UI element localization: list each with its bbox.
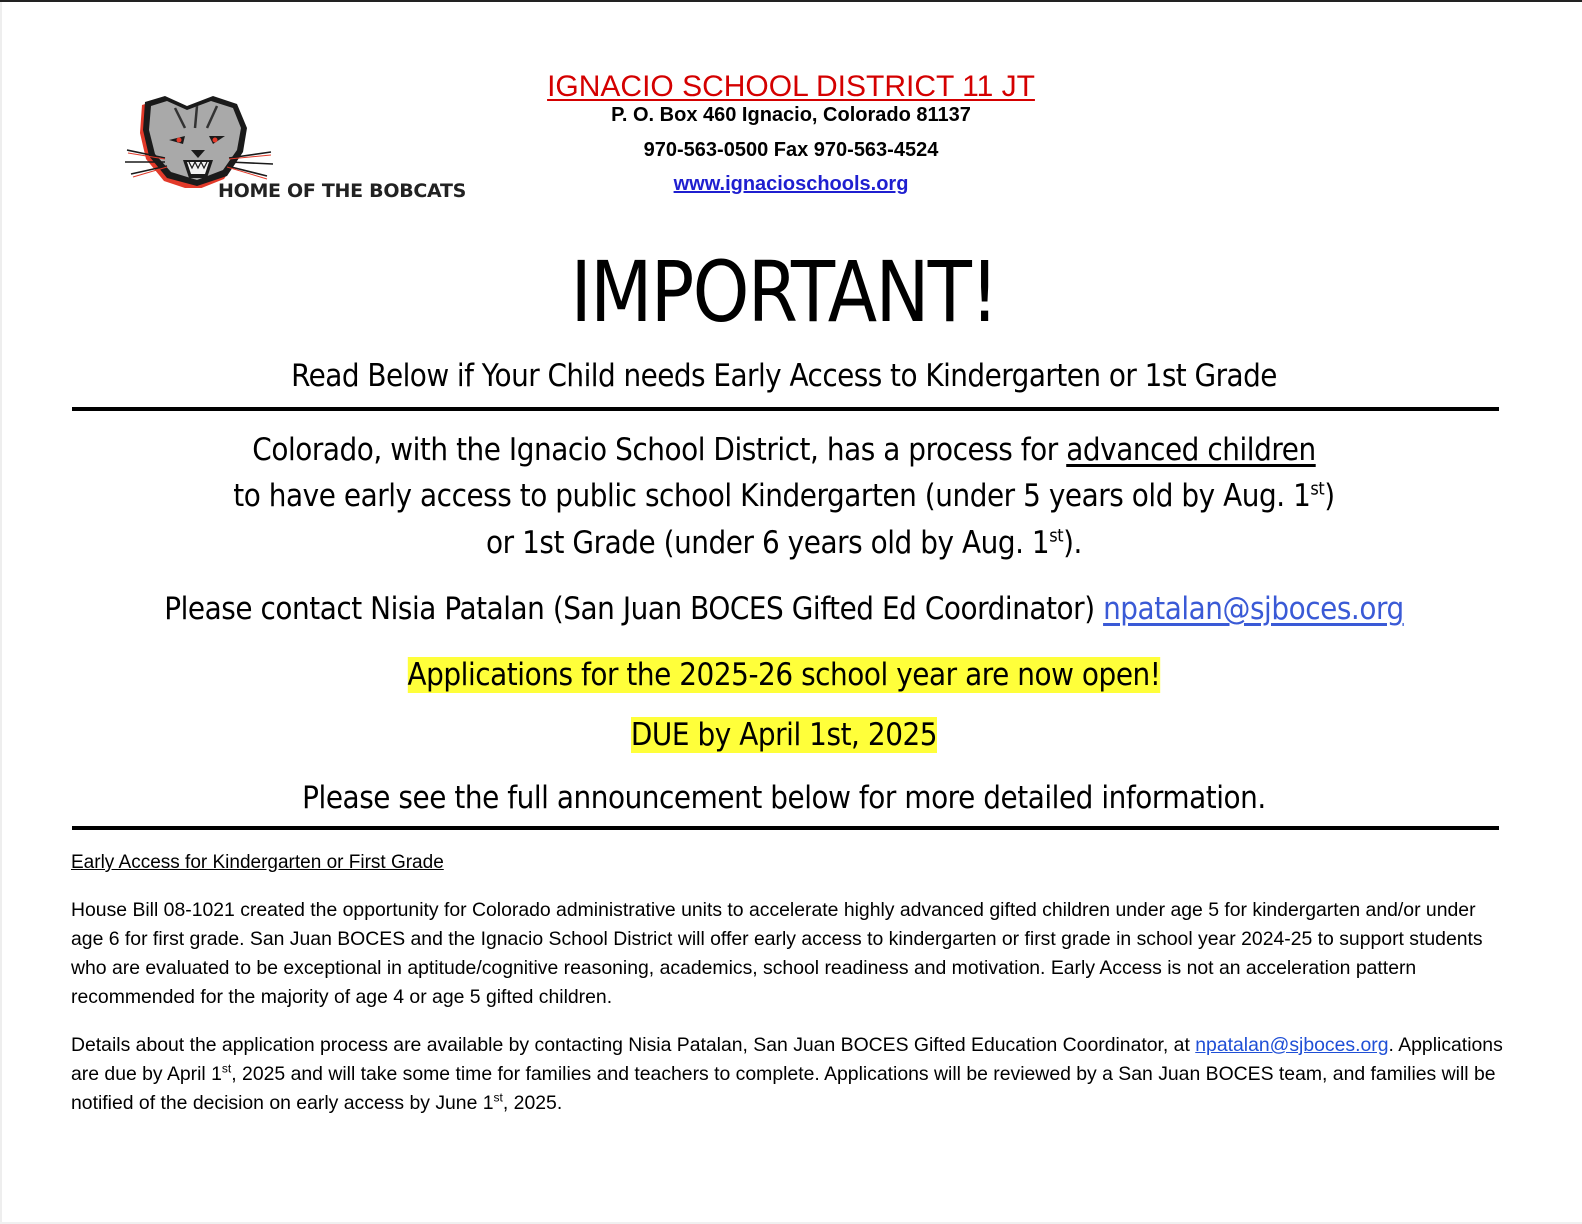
page-title: IMPORTANT! bbox=[570, 243, 998, 341]
website-row bbox=[0, 173, 1582, 196]
due-date-highlight: DUE by April 1st, 2025 bbox=[630, 717, 938, 753]
contact-text: Please contact Nisia Patalan (San Juan BOCES Gifted Ed Coordinator) bbox=[164, 591, 1104, 627]
due-date-line bbox=[78, 717, 1489, 753]
announcement-email-link[interactable]: npatalan@sjboces.org bbox=[1195, 1034, 1389, 1056]
page-subtitle: Read Below if Your Child needs Early Access to Kindergarten or 1st Grade bbox=[291, 358, 1277, 394]
advanced-children-emphasis: advanced children bbox=[1066, 432, 1316, 468]
district-phone-fax: 970-563-0500 Fax 970-563-4524 bbox=[643, 139, 939, 161]
district-address: P. O. Box 460 Ignacio, Colorado 81137 bbox=[611, 104, 971, 126]
summary-line-1-text: Colorado, with the Ignacio School District, has a process for bbox=[252, 432, 1067, 468]
page-top-border bbox=[0, 0, 1582, 2]
summary-line-3-suffix: ). bbox=[1063, 525, 1082, 561]
applications-open-line bbox=[78, 657, 1489, 693]
ordinal-sup: st bbox=[221, 1061, 232, 1076]
contact-email-link[interactable]: npatalan@sjboces.org bbox=[1103, 591, 1404, 627]
announcement-title: Early Access for Kindergarten or First Grade bbox=[71, 852, 444, 873]
paragraph-2-text-d: , 2025. bbox=[502, 1092, 563, 1114]
divider-bottom bbox=[72, 826, 1499, 830]
paragraph-2-text-c: , 2025 and will take some time for families and teachers to complete. Applications will be reviewed by a San Juan BOCES team, and families will be notified of the decision on early access by June 1 bbox=[71, 1063, 1496, 1114]
district-name: IGNACIO SCHOOL DISTRICT 11 JT bbox=[547, 70, 1035, 103]
logo-caption: HOME OF THE BOBCATS bbox=[218, 180, 466, 202]
paragraph-2-text-a: Details about the application process are available by contacting Nisia Patalan, San Juan BOCES Gifted Education Coordinator, at bbox=[71, 1034, 1196, 1056]
paragraph-2-text-b: . Applications are due by April 1 bbox=[71, 1034, 1503, 1085]
ordinal-sup: st bbox=[1049, 525, 1064, 547]
ordinal-sup: st bbox=[493, 1090, 503, 1105]
see-full-announcement: Please see the full announcement below for more detailed information. bbox=[302, 780, 1266, 816]
announcement-paragraph-1: House Bill 08-1021 created the opportunity for Colorado administrative units to accelerate highly advanced gifted children under age 5 for kindergarten and/or under age 6 for first grade. San Juan BOCES and the Ignacio School District will offer early access to kindergarten or first grade in school year 2024-25 to support students who are evaluated to be exceptional in aptitude/cognitive reasoning, academics, school readiness and motivation. Early Access is not an acceleration pattern recommended for the majority of age 4 or age 5 gifted children. bbox=[71, 899, 1483, 1008]
website-link[interactable]: www.ignacioschools.org bbox=[673, 173, 909, 195]
applications-open-highlight: Applications for the 2025-26 school year are now open! bbox=[407, 657, 1161, 693]
contact-line bbox=[78, 591, 1489, 627]
summary-line-2-suffix: ) bbox=[1324, 478, 1335, 514]
summary-line-3 bbox=[78, 525, 1489, 561]
summary-line-2-text: to have early access to public school Kindergarten (under 5 years old by Aug. 1 bbox=[233, 478, 1311, 514]
summary-line-3-text: or 1st Grade (under 6 years old by Aug. 1 bbox=[486, 525, 1050, 561]
summary-line-2 bbox=[78, 478, 1489, 514]
summary-line-1 bbox=[78, 432, 1489, 468]
announcement-paragraph-2 bbox=[71, 1031, 1511, 1118]
divider-top bbox=[72, 407, 1499, 411]
ordinal-sup: st bbox=[1310, 478, 1325, 500]
